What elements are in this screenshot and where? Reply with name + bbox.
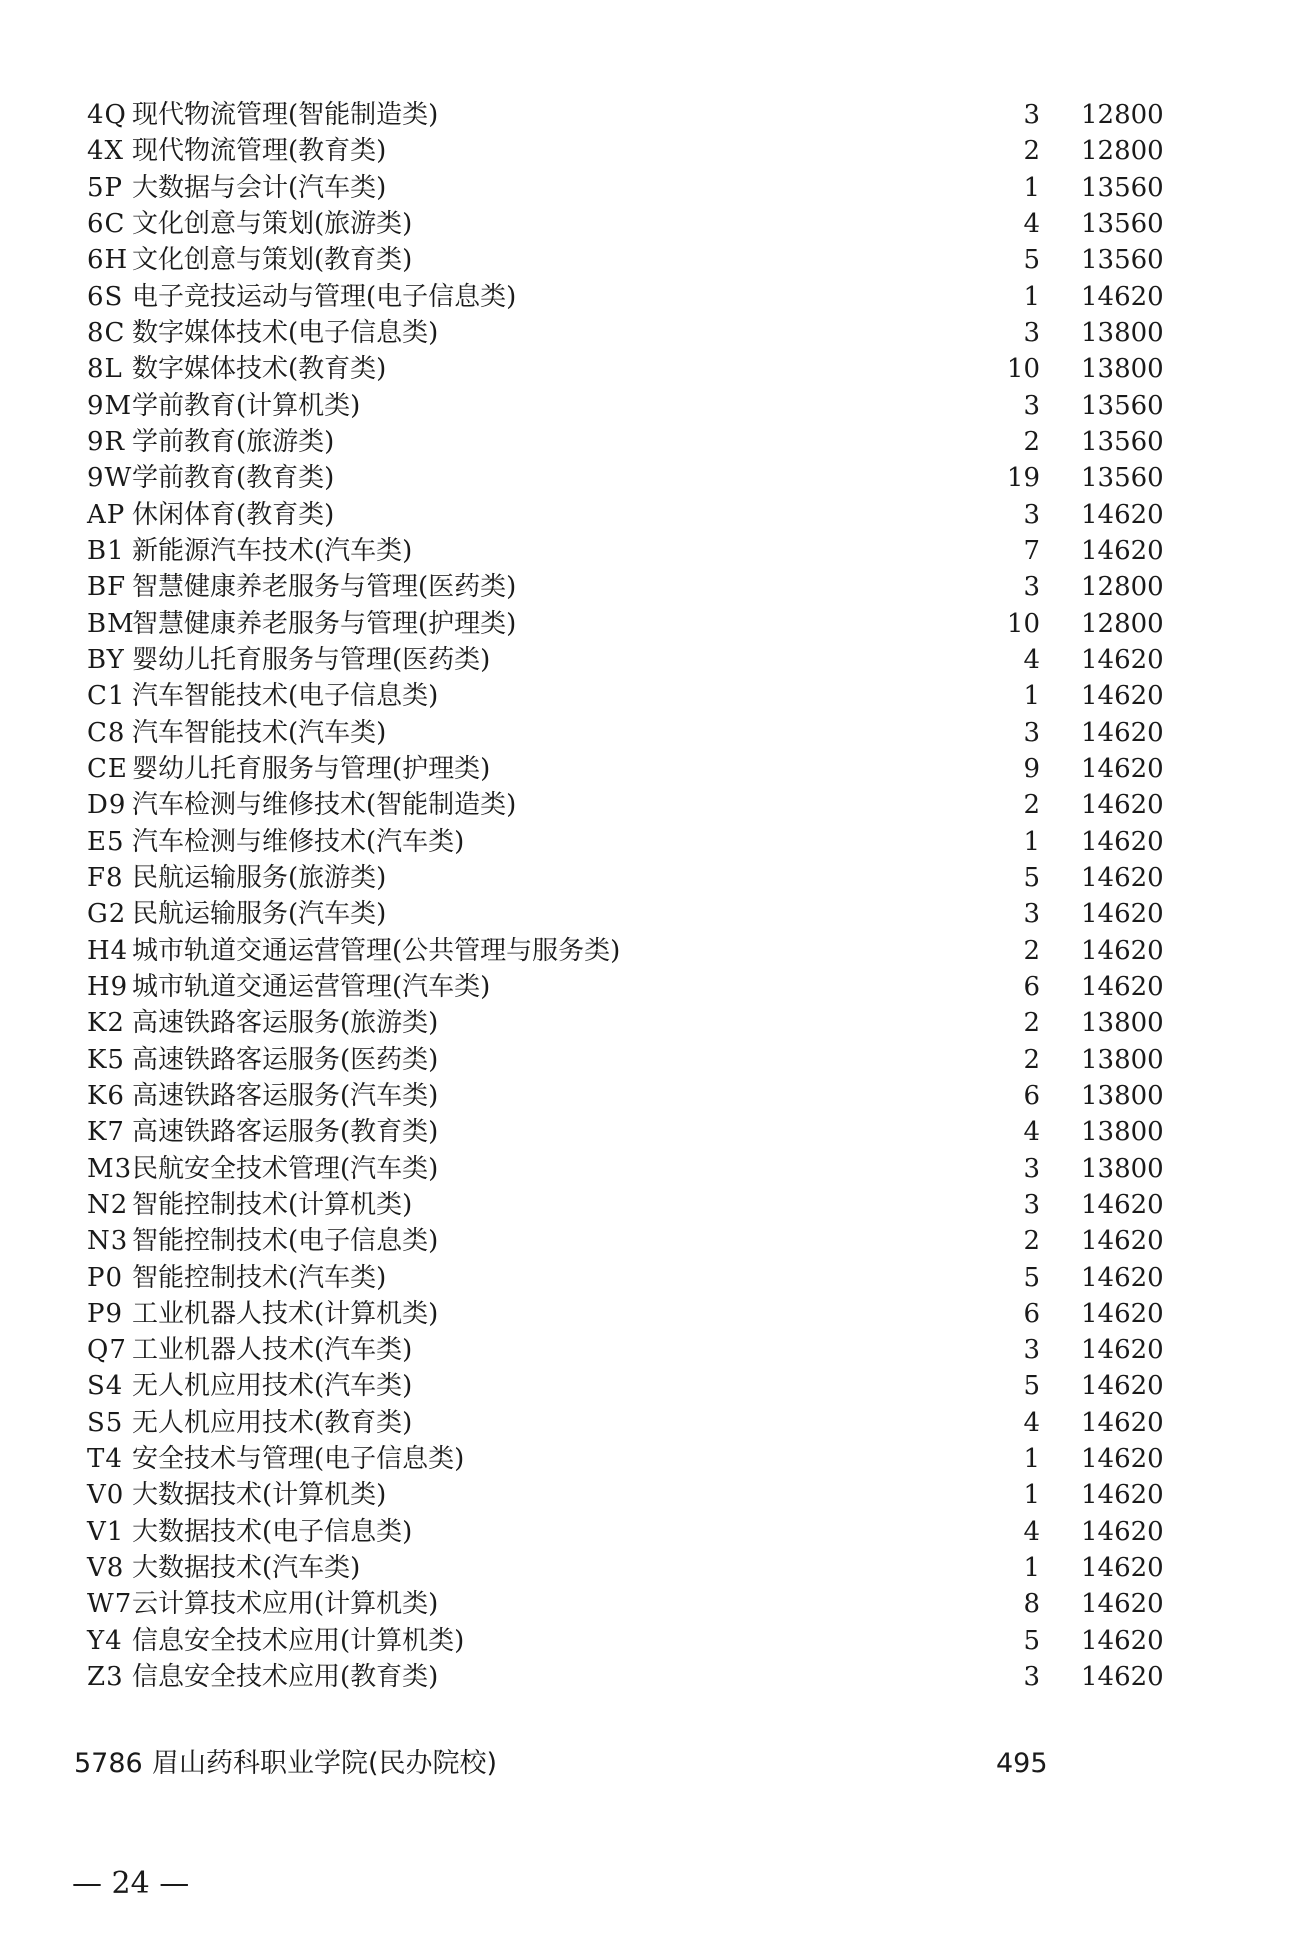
table-row [0, 497, 1292, 533]
tuition-fee: 14620 [1081, 1662, 1164, 1693]
major-name: 学前教育(计算机类) [132, 390, 361, 421]
major-name: 学前教育(教育类) [132, 463, 335, 494]
major-code: 6C [87, 208, 126, 239]
tuition-fee: 13800 [1081, 1153, 1164, 1184]
major-name: 城市轨道交通运营管理(汽车类) [132, 971, 491, 1002]
major-code: V8 [87, 1553, 125, 1584]
major-name: 现代物流管理(教育类) [132, 136, 387, 167]
table-row [0, 1477, 1292, 1513]
tuition-fee: 14620 [1081, 899, 1164, 930]
major-name: 数字媒体技术(教育类) [132, 354, 387, 385]
enrollment-count: 4 [1023, 1516, 1040, 1547]
table-row [0, 424, 1292, 460]
tuition-fee: 14620 [1081, 717, 1164, 748]
table-row [0, 642, 1292, 678]
enrollment-count: 3 [1023, 1335, 1040, 1366]
tuition-fee: 12800 [1081, 136, 1164, 167]
major-code: W7 [87, 1589, 133, 1620]
table-row [0, 751, 1292, 787]
major-code: Z3 [87, 1662, 124, 1693]
enrollment-count: 4 [1023, 1407, 1040, 1438]
tuition-fee: 14620 [1081, 1480, 1164, 1511]
tuition-fee: 13560 [1081, 245, 1164, 276]
table-row [0, 1405, 1292, 1441]
major-code: M3 [87, 1153, 133, 1184]
major-name: 无人机应用技术(教育类) [132, 1407, 413, 1438]
major-code: P0 [87, 1262, 124, 1293]
major-name: 安全技术与管理(电子信息类) [132, 1444, 465, 1475]
major-code: K2 [87, 1008, 125, 1039]
major-code: 8L [87, 354, 123, 385]
table-row [0, 388, 1292, 424]
table-row [0, 1441, 1292, 1477]
tuition-fee: 13560 [1081, 208, 1164, 239]
table-row [0, 1260, 1292, 1296]
table-row [0, 1223, 1292, 1259]
enrollment-count: 1 [1023, 681, 1040, 712]
major-name: 民航安全技术管理(汽车类) [132, 1153, 439, 1184]
major-name: 城市轨道交通运营管理(公共管理与服务类) [132, 935, 621, 966]
major-name: 大数据技术(计算机类) [132, 1480, 387, 1511]
major-name: 民航运输服务(旅游类) [132, 862, 387, 893]
major-code: 6S [87, 281, 124, 312]
major-name: 休闲体育(教育类) [132, 499, 335, 530]
enrollment-count: 3 [1023, 717, 1040, 748]
major-code: 9R [87, 426, 126, 457]
tuition-fee: 14620 [1081, 1226, 1164, 1257]
table-row [0, 1187, 1292, 1223]
major-code: D9 [87, 790, 127, 821]
enrollment-count: 10 [1006, 608, 1040, 639]
major-code: S5 [87, 1407, 124, 1438]
table-row [0, 97, 1292, 133]
tuition-fee: 14620 [1081, 1444, 1164, 1475]
major-code: C1 [87, 681, 126, 712]
school-name: 眉山药科职业学院(民办院校) [152, 1748, 498, 1779]
major-code: 4X [87, 136, 125, 167]
major-name: 智能控制技术(电子信息类) [132, 1226, 439, 1257]
tuition-fee: 13800 [1081, 1080, 1164, 1111]
major-code: P9 [87, 1298, 124, 1329]
table-row [0, 969, 1292, 1005]
table-row [0, 351, 1292, 387]
enrollment-count: 2 [1023, 1008, 1040, 1039]
major-name: 大数据与会计(汽车类) [132, 172, 387, 203]
enrollment-count: 6 [1023, 971, 1040, 1002]
major-name: 工业机器人技术(汽车类) [132, 1335, 413, 1366]
major-name: 电子竞技运动与管理(电子信息类) [132, 281, 517, 312]
tuition-fee: 14620 [1081, 826, 1164, 857]
tuition-fee: 14620 [1081, 1589, 1164, 1620]
enrollment-count: 3 [1023, 1189, 1040, 1220]
major-code: S4 [87, 1371, 124, 1402]
enrollment-count: 3 [1023, 499, 1040, 530]
major-code: Q7 [87, 1335, 127, 1366]
major-name: 高速铁路客运服务(汽车类) [132, 1080, 439, 1111]
major-code: V1 [87, 1516, 125, 1547]
major-name: 高速铁路客运服务(医药类) [132, 1044, 439, 1075]
tuition-fee: 12800 [1081, 100, 1164, 130]
major-name: 文化创意与策划(教育类) [132, 245, 413, 276]
table-row [0, 569, 1292, 605]
major-code: H4 [87, 935, 129, 966]
tuition-fee: 14620 [1081, 1262, 1164, 1293]
major-code: E5 [87, 826, 125, 857]
enrollment-count: 3 [1023, 390, 1040, 421]
enrollment-count: 1 [1023, 826, 1040, 857]
major-name: 汽车检测与维修技术(智能制造类) [132, 790, 517, 821]
table-row [0, 533, 1292, 569]
major-name: 智慧健康养老服务与管理(护理类) [132, 608, 517, 639]
major-code: K5 [87, 1044, 125, 1075]
table-row [0, 1368, 1292, 1404]
table-row [0, 1042, 1292, 1078]
table-row [0, 170, 1292, 206]
tuition-fee: 14620 [1081, 1553, 1164, 1584]
tuition-fee: 14620 [1081, 935, 1164, 966]
table-row [0, 242, 1292, 278]
tuition-fee: 13800 [1081, 354, 1164, 385]
tuition-fee: 14620 [1081, 535, 1164, 566]
enrollment-count: 3 [1023, 1662, 1040, 1693]
major-name: 汽车检测与维修技术(汽车类) [132, 826, 465, 857]
enrollment-count: 2 [1023, 426, 1040, 457]
school-code: 5786 [74, 1748, 143, 1779]
table-row [0, 1332, 1292, 1368]
enrollment-count: 5 [1023, 1371, 1040, 1402]
enrollment-count: 2 [1023, 790, 1040, 821]
major-name: 现代物流管理(智能制造类) [132, 100, 439, 130]
enrollment-count: 1 [1023, 1444, 1040, 1475]
major-name: 婴幼儿托育服务与管理(护理类) [132, 753, 491, 784]
major-code: BY [87, 644, 125, 675]
table-row [0, 460, 1292, 496]
table-row [0, 933, 1292, 969]
enrollment-count: 5 [1023, 1262, 1040, 1293]
major-name: 大数据技术(汽车类) [132, 1553, 361, 1584]
tuition-fee: 13560 [1081, 426, 1164, 457]
major-code: B1 [87, 535, 125, 566]
major-name: 数字媒体技术(电子信息类) [132, 317, 439, 348]
table-row [0, 1114, 1292, 1150]
major-name: 无人机应用技术(汽车类) [132, 1371, 413, 1402]
enrollment-count: 2 [1023, 136, 1040, 167]
tuition-fee: 13560 [1081, 172, 1164, 203]
table-row [0, 1078, 1292, 1114]
tuition-fee: 14620 [1081, 790, 1164, 821]
enrollment-count: 4 [1023, 644, 1040, 675]
table-row [0, 279, 1292, 315]
tuition-fee: 13560 [1081, 463, 1164, 494]
major-name: 文化创意与策划(旅游类) [132, 208, 413, 239]
major-name: 学前教育(旅游类) [132, 426, 335, 457]
enrollment-count: 7 [1023, 535, 1040, 566]
major-code: N2 [87, 1189, 129, 1220]
tuition-fee: 14620 [1081, 1298, 1164, 1329]
tuition-fee: 13800 [1081, 1044, 1164, 1075]
enrollment-count: 10 [1006, 354, 1040, 385]
tuition-fee: 12800 [1081, 608, 1164, 639]
page-number: — 24 — [72, 1866, 190, 1901]
tuition-fee: 13800 [1081, 1008, 1164, 1039]
major-table [0, 97, 1292, 1695]
enrollment-count: 9 [1023, 753, 1040, 784]
table-row [0, 133, 1292, 169]
major-code: BM [87, 608, 135, 639]
major-name: 智能控制技术(汽车类) [132, 1262, 387, 1293]
tuition-fee: 14620 [1081, 681, 1164, 712]
enrollment-count: 3 [1023, 100, 1040, 130]
major-name: 汽车智能技术(电子信息类) [132, 681, 439, 712]
major-name: 信息安全技术应用(教育类) [132, 1662, 439, 1693]
tuition-fee: 14620 [1081, 1189, 1164, 1220]
table-row [0, 824, 1292, 860]
tuition-fee: 14620 [1081, 753, 1164, 784]
enrollment-count: 3 [1023, 899, 1040, 930]
enrollment-count: 19 [1006, 463, 1040, 494]
table-row [0, 678, 1292, 714]
major-code: F8 [87, 862, 124, 893]
enrollment-count: 4 [1023, 208, 1040, 239]
major-code: T4 [87, 1444, 123, 1475]
major-name: 大数据技术(电子信息类) [132, 1516, 413, 1547]
major-name: 智能控制技术(计算机类) [132, 1189, 413, 1220]
tuition-fee: 14620 [1081, 1335, 1164, 1366]
table-row [0, 606, 1292, 642]
enrollment-count: 6 [1023, 1080, 1040, 1111]
tuition-fee: 14620 [1081, 1516, 1164, 1547]
table-row [0, 1586, 1292, 1622]
major-name: 民航运输服务(汽车类) [132, 899, 387, 930]
major-name: 新能源汽车技术(汽车类) [132, 535, 413, 566]
tuition-fee: 14620 [1081, 1371, 1164, 1402]
enrollment-count: 3 [1023, 1153, 1040, 1184]
table-row [0, 896, 1292, 932]
table-row [0, 1005, 1292, 1041]
table-row [0, 1514, 1292, 1550]
table-row [0, 1623, 1292, 1659]
table-row [0, 1296, 1292, 1332]
major-code: N3 [87, 1226, 129, 1257]
enrollment-count: 1 [1023, 1480, 1040, 1511]
tuition-fee: 14620 [1081, 499, 1164, 530]
table-row [0, 715, 1292, 751]
tuition-fee: 14620 [1081, 1625, 1164, 1656]
enrollment-count: 2 [1023, 935, 1040, 966]
major-code: 9W [87, 463, 133, 494]
enrollment-count: 3 [1023, 317, 1040, 348]
major-code: Y4 [87, 1625, 123, 1656]
major-code: AP [87, 499, 126, 530]
tuition-fee: 13560 [1081, 390, 1164, 421]
major-code: C8 [87, 717, 126, 748]
table-row [0, 206, 1292, 242]
tuition-fee: 13800 [1081, 317, 1164, 348]
school-total: 495 [996, 1748, 1048, 1779]
major-name: 婴幼儿托育服务与管理(医药类) [132, 644, 491, 675]
major-name: 云计算技术应用(计算机类) [132, 1589, 439, 1620]
major-code: G2 [87, 899, 127, 930]
major-code: CE [87, 753, 128, 784]
major-code: K7 [87, 1117, 125, 1148]
enrollment-count: 5 [1023, 1625, 1040, 1656]
enrollment-count: 3 [1023, 572, 1040, 603]
major-code: 8C [87, 317, 126, 348]
enrollment-count: 1 [1023, 281, 1040, 312]
major-code: 5P [87, 172, 124, 203]
major-code: V0 [87, 1480, 125, 1511]
school-header [0, 1744, 1292, 1784]
tuition-fee: 13800 [1081, 1117, 1164, 1148]
table-row [0, 315, 1292, 351]
major-name: 工业机器人技术(计算机类) [132, 1298, 439, 1329]
major-code: BF [87, 572, 127, 603]
tuition-fee: 14620 [1081, 971, 1164, 1002]
major-code: H9 [87, 971, 129, 1002]
table-row [0, 1151, 1292, 1187]
table-row [0, 787, 1292, 823]
enrollment-count: 5 [1023, 862, 1040, 893]
table-row [0, 1550, 1292, 1586]
tuition-fee: 12800 [1081, 572, 1164, 603]
enrollment-count: 1 [1023, 1553, 1040, 1584]
major-code: K6 [87, 1080, 125, 1111]
major-code: 9M [87, 390, 133, 421]
enrollment-count: 2 [1023, 1226, 1040, 1257]
tuition-fee: 14620 [1081, 862, 1164, 893]
table-row [0, 1659, 1292, 1695]
enrollment-count: 4 [1023, 1117, 1040, 1148]
enrollment-count: 6 [1023, 1298, 1040, 1329]
tuition-fee: 14620 [1081, 281, 1164, 312]
major-code: 4Q [87, 100, 127, 130]
table-row [0, 860, 1292, 896]
enrollment-count: 2 [1023, 1044, 1040, 1075]
tuition-fee: 14620 [1081, 1407, 1164, 1438]
major-name: 汽车智能技术(汽车类) [132, 717, 387, 748]
major-name: 信息安全技术应用(计算机类) [132, 1625, 465, 1656]
major-name: 高速铁路客运服务(旅游类) [132, 1008, 439, 1039]
tuition-fee: 14620 [1081, 644, 1164, 675]
major-name: 高速铁路客运服务(教育类) [132, 1117, 439, 1148]
enrollment-count: 5 [1023, 245, 1040, 276]
enrollment-count: 1 [1023, 172, 1040, 203]
enrollment-count: 8 [1023, 1589, 1040, 1620]
major-name: 智慧健康养老服务与管理(医药类) [132, 572, 517, 603]
major-code: 6H [87, 245, 129, 276]
